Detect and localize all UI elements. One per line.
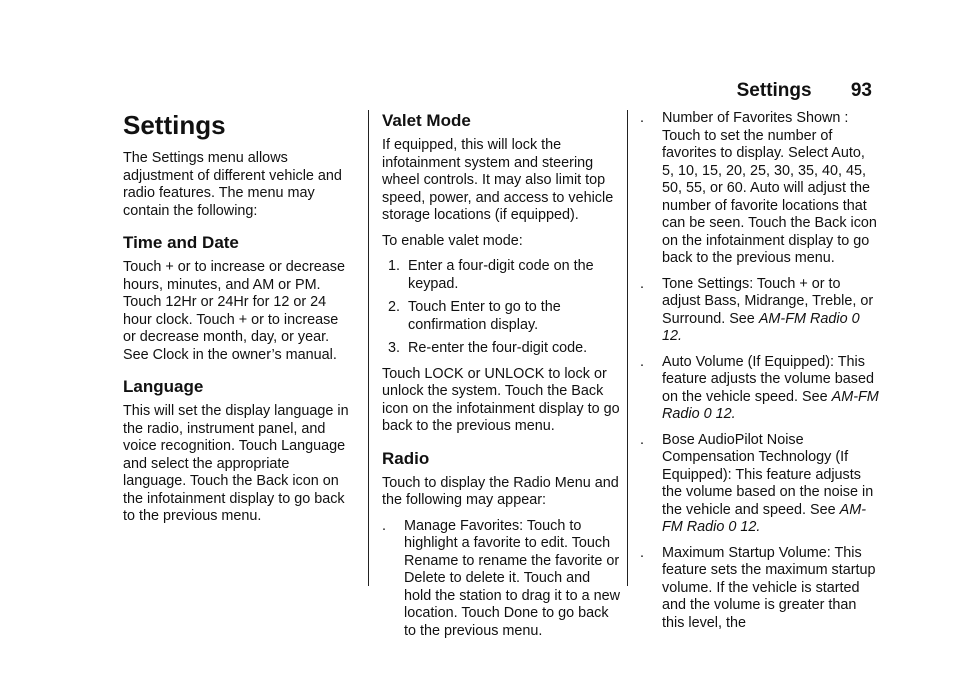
step-text: Enter a four-digit code on the keypad. [408, 258, 594, 292]
cross-reference-link[interactable]: AM-FM Radio 0 12. [662, 310, 860, 344]
list-item [382, 340, 620, 358]
page-title: Settings [123, 110, 226, 140]
step-text: Re-enter the four-digit code. [408, 340, 588, 356]
bullet-text: Maximum Startup Volume: This feature sets the maximum startup volume. If the vehicle is started and the volume is greater than this level, the [662, 544, 876, 631]
column-1 [123, 110, 355, 534]
list-item [640, 354, 880, 424]
language-heading: Language [123, 377, 204, 396]
enable-valet-intro: To enable valet mode: [382, 232, 523, 249]
list-item [640, 110, 880, 268]
bullet-marker: . [382, 517, 386, 534]
radio-paragraph: Touch to display the Radio Menu and the following may appear: [382, 474, 619, 508]
valet-mode-heading: Valet Mode [382, 111, 471, 130]
intro-paragraph: The Settings menu allows adjustment of different vehicle and radio features. The menu may contain the following: [123, 150, 342, 219]
page-header [737, 80, 872, 102]
list-item [640, 276, 880, 346]
bullet-text: Manage Favorites: Touch to highlight a favorite to edit. Touch Rename to rename the favorite or Delete to delete it. Touch and hold the station to drag it to a new location. Touch Done to go back to the previous menu. [404, 517, 621, 639]
language-paragraph: This will set the display language in the radio, instrument panel, and voice recognition. Touch Language and select the appropriate language. Touch the Back icon on the infotainment display to go back to the previous menu. [123, 403, 349, 524]
cross-reference-link[interactable]: AM-FM Radio 0 12. [662, 388, 879, 422]
list-item [382, 258, 620, 293]
time-date-paragraph: Touch + or to increase or decrease hours, minutes, and AM or PM. Touch 12Hr or 24Hr for 12 or 24 hour clock. Touch + or to increase or decrease month, day, or year. See Clock in the owner’s manual. [123, 259, 345, 363]
radio-heading: Radio [382, 448, 430, 468]
radio-settings-list [640, 110, 880, 632]
radio-bullet-list [382, 518, 620, 641]
list-item [382, 518, 620, 641]
bullet-text: Tone Settings: Touch + or to adjust Bass, Midrange, Treble, or Surround. See [662, 275, 874, 327]
column-2 [382, 110, 620, 648]
bullet-marker: . [640, 110, 644, 126]
list-item [640, 432, 880, 537]
valet-steps-list [382, 258, 620, 358]
bullet-text: Bose AudioPilot Noise Compensation Technology (If Equipped): This feature adjusts the volume based on the noise in the vehicle and speed. See [662, 431, 874, 518]
list-item [382, 299, 620, 334]
step-number: 2. [387, 299, 400, 315]
list-item [640, 545, 880, 633]
column-divider-2 [627, 110, 628, 586]
column-divider-1 [368, 110, 369, 586]
step-number: 1. [387, 258, 400, 274]
bullet-marker: . [640, 544, 644, 561]
time-date-heading: Time and Date [123, 233, 239, 252]
valet-mode-paragraph: If equipped, this will lock the infotainment system and steering wheel controls. It may also limit top speed, power, and access to vehicle storage locations (if equipped). [382, 137, 614, 223]
step-number: 3. [387, 340, 400, 356]
bullet-marker: . [640, 431, 644, 448]
step-text: Touch Enter to go to the confirmation display. [408, 299, 561, 333]
cross-reference-link[interactable]: AM-FM Radio 0 12. [662, 501, 867, 535]
bullet-text: Auto Volume (If Equipped): This feature adjusts the volume based on the vehicle speed. See [662, 353, 874, 405]
page-number: 93 [850, 80, 872, 101]
bullet-text: Number of Favorites Shown : Touch to set the number of favorites to display. Select Auto, 5, 10, 15, 20, 25, 30, 35, 40, 45, 50, 55, or 60. Auto will adjust the number of favorite locations that can be seen. Touch the Back icon on the infotainment display to go back to the previous menu. [662, 110, 877, 266]
column-3 [640, 110, 880, 640]
lock-unlock-paragraph: Touch LOCK or UNLOCK to lock or unlock the system. Touch the Back icon on the infotainment display to go back to the previous menu. [382, 365, 620, 434]
header-section-title: Settings [736, 80, 812, 101]
bullet-marker: . [640, 353, 644, 370]
bullet-marker: . [640, 275, 644, 292]
